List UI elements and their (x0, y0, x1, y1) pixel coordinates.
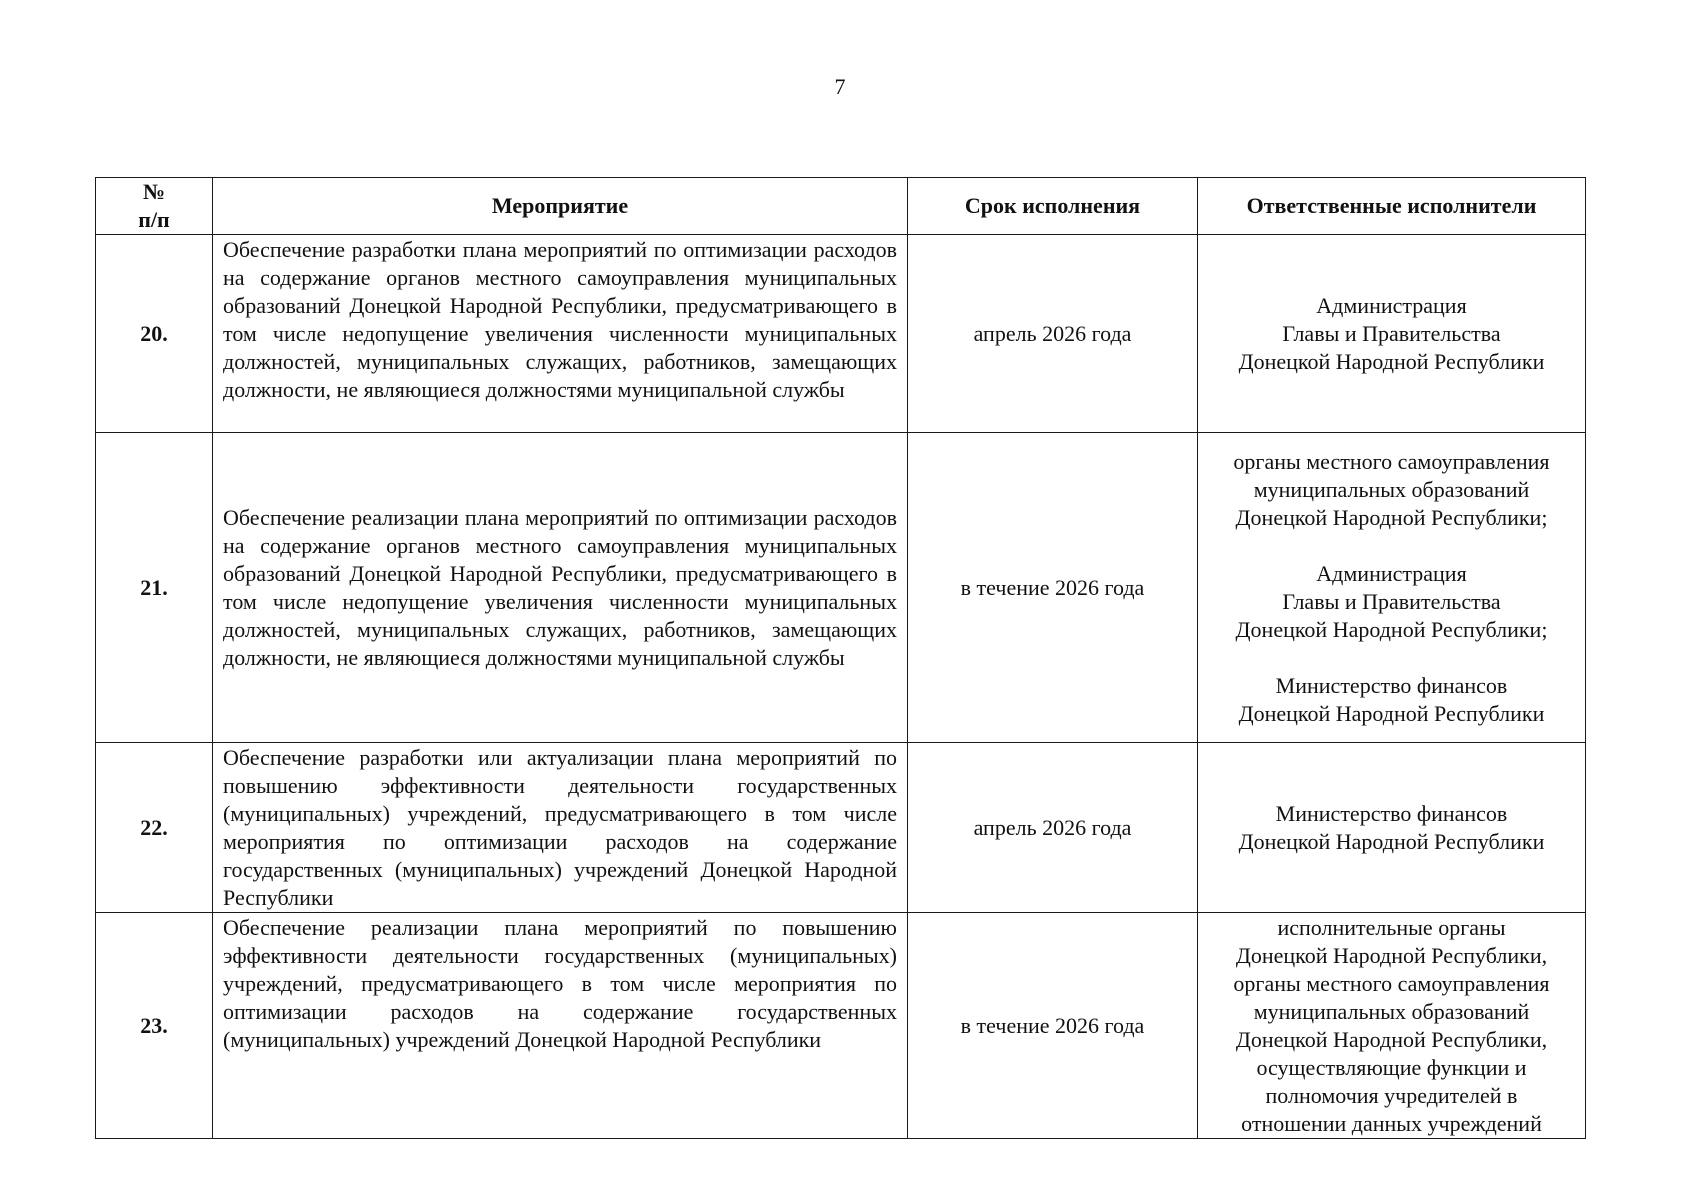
responsible-entity: органы местного самоуправления муниципальных образований Донецкой Народной Республики; (1233, 448, 1550, 530)
header-number: № п/п (96, 178, 213, 235)
table-row (96, 433, 1586, 743)
row-number: 22. (96, 743, 213, 913)
row-responsible (1198, 433, 1586, 743)
row-deadline: в течение 2026 года (908, 433, 1198, 743)
row-event: Обеспечение реализации плана мероприятий по оптимизации расходов на содержание органов местного самоуправления муниципальных образований Донецкой Народной Республики, предусматривающего в том числе недопущение увеличения численности муниципальных должностей, муниципальных служащих, работников, замещающих должности, не являющиеся должностями муниципальной службы (213, 433, 908, 743)
responsible-entity: Администрация Главы и Правительства Донецкой Народной Республики; (1235, 560, 1548, 642)
row-deadline: апрель 2026 года (908, 235, 1198, 433)
table-header-row (96, 178, 1586, 235)
row-responsible (1198, 235, 1586, 433)
row-event: Обеспечение реализации плана мероприятий по повышению эффективности деятельности государственных (муниципальных) учреждений, предусматривающего в том числе мероприятия по оптимизации расходов на содержание государственных (муниципальных) учреждений Донецкой Народной Республики (213, 913, 908, 1139)
row-responsible (1198, 743, 1586, 913)
responsible-entity: исполнительные органы Донецкой Народной Республики, органы местного самоуправления муниципальных образований Донецкой Народной Республики, осуществляющие функции и полномочия учредителей в отношении данных учреждений (1233, 914, 1550, 1136)
page-number: 7 (834, 74, 846, 99)
table-row (96, 743, 1586, 913)
responsible-entity: Администрация Главы и Правительства Донецкой Народной Республики (1238, 292, 1545, 374)
responsible-entity: Министерство финансов Донецкой Народной Республики (1238, 800, 1545, 854)
table-row (96, 235, 1586, 433)
header-event: Мероприятие (213, 178, 908, 235)
row-event: Обеспечение разработки плана мероприятий по оптимизации расходов на содержание органов местного самоуправления муниципальных образований Донецкой Народной Республики, предусматривающего в том числе недопущение увеличения численности муниципальных должностей, муниципальных служащих, работников, замещающих должности, не являющиеся должностями муниципальной службы (213, 235, 908, 433)
row-number: 21. (96, 433, 213, 743)
header-responsible: Ответственные исполнители (1198, 178, 1586, 235)
row-event: Обеспечение разработки или актуализации плана мероприятий по повышению эффективности деятельности государственных (муниципальных) учреждений, предусматривающего в том числе мероприятия по оптимизации расходов на содержание государственных (муниципальных) учреждений Донецкой Народной Республики (213, 743, 908, 913)
row-number: 20. (96, 235, 213, 433)
header-deadline: Срок исполнения (908, 178, 1198, 235)
row-responsible (1198, 913, 1586, 1139)
row-number: 23. (96, 913, 213, 1139)
responsible-entity: Министерство финансов Донецкой Народной Республики (1238, 672, 1545, 726)
row-deadline: в течение 2026 года (908, 913, 1198, 1139)
table-row (96, 913, 1586, 1139)
row-deadline: апрель 2026 года (908, 743, 1198, 913)
plan-table (95, 177, 1586, 1139)
